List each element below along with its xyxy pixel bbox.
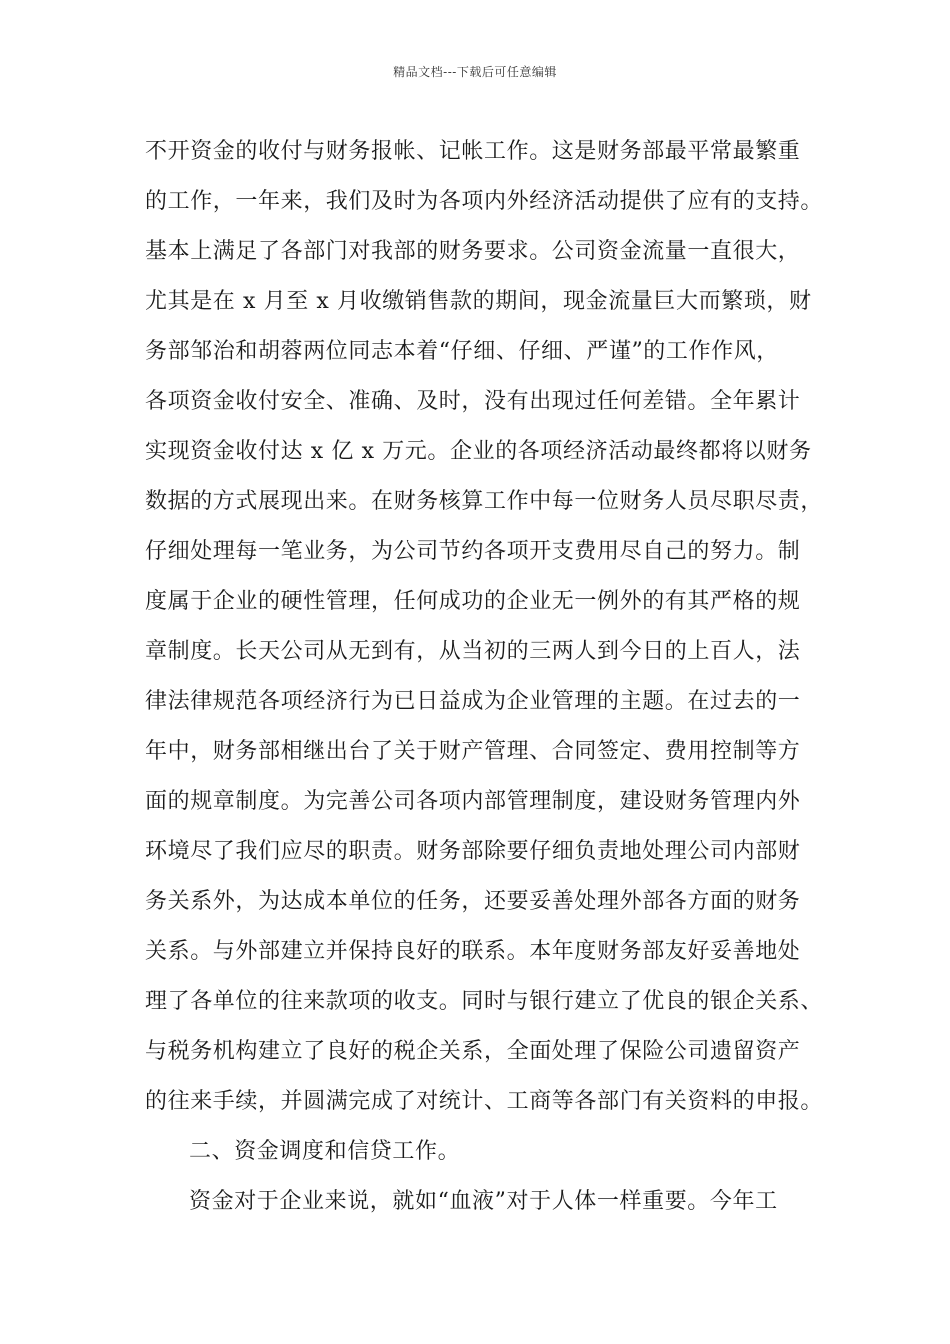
text-line: 各项资金收付安全、准确、及时，没有出现过任何差错。全年累计 [145,389,801,414]
text-line: 仔细处理每一笔业务，为公司节约各项开支费用尽自己的努力。制 [145,539,801,564]
paragraph-start: 资金对于企业来说，就如“血液”对于人体一样重要。今年工 [189,1189,778,1214]
text-line: 务关系外，为达成本单位的任务，还要妥善处理外部各方面的财务 [145,889,801,914]
text-line: 与税务机构建立了良好的税企关系，全面处理了保险公司遗留资产 [145,1039,801,1064]
page-header: 精品文档---下载后可任意编辑 [393,65,557,79]
section-heading: 二、资金调度和信贷工作。 [189,1139,461,1164]
text-line: 实现资金收付达 x 亿 x 万元。企业的各项经济活动最终都将以财务 [145,439,812,464]
text-line: 关系。与外部建立并保持良好的联系。本年度财务部友好妥善地处 [145,939,801,964]
text-line: 度属于企业的硬性管理，任何成功的企业无一例外的有其严格的规 [145,589,801,614]
text-line: 年中，财务部相继出台了关于财产管理、合同签定、费用控制等方 [145,739,801,764]
text-line: 理了各单位的往来款项的收支。同时与银行建立了优良的银企关系、 [145,989,824,1014]
text-line: 章制度。长天公司从无到有，从当初的三两人到今日的上百人，法 [145,639,801,664]
text-line: 面的规章制度。为完善公司各项内部管理制度，建设财务管理内外 [145,789,801,814]
text-line: 数据的方式展现出来。在财务核算工作中每一位财务人员尽职尽责， [145,489,824,514]
text-line: 不开资金的收付与财务报帐、记帐工作。这是财务部最平常最繁重 [145,139,801,164]
body-text [145,130,845,1230]
text-line: 环境尽了我们应尽的职责。财务部除要仔细负责地处理公司内部财 [145,839,801,864]
text-line: 的工作，一年来，我们及时为各项内外经济活动提供了应有的支持。 [145,189,824,214]
text-line: 的往来手续，并圆满完成了对统计、工商等各部门有关资料的申报。 [145,1089,824,1114]
text-line: 基本上满足了各部门对我部的财务要求。公司资金流量一直很大， [145,239,801,264]
text-line: 律法律规范各项经济行为已日益成为企业管理的主题。在过去的一 [145,689,801,714]
text-line: 尤其是在 x 月至 x 月收缴销售款的期间，现金流量巨大而繁琐，财 [145,289,812,314]
text-line: 务部邹治和胡蓉两位同志本着“仔细、仔细、严谨”的工作作风， [145,339,779,364]
